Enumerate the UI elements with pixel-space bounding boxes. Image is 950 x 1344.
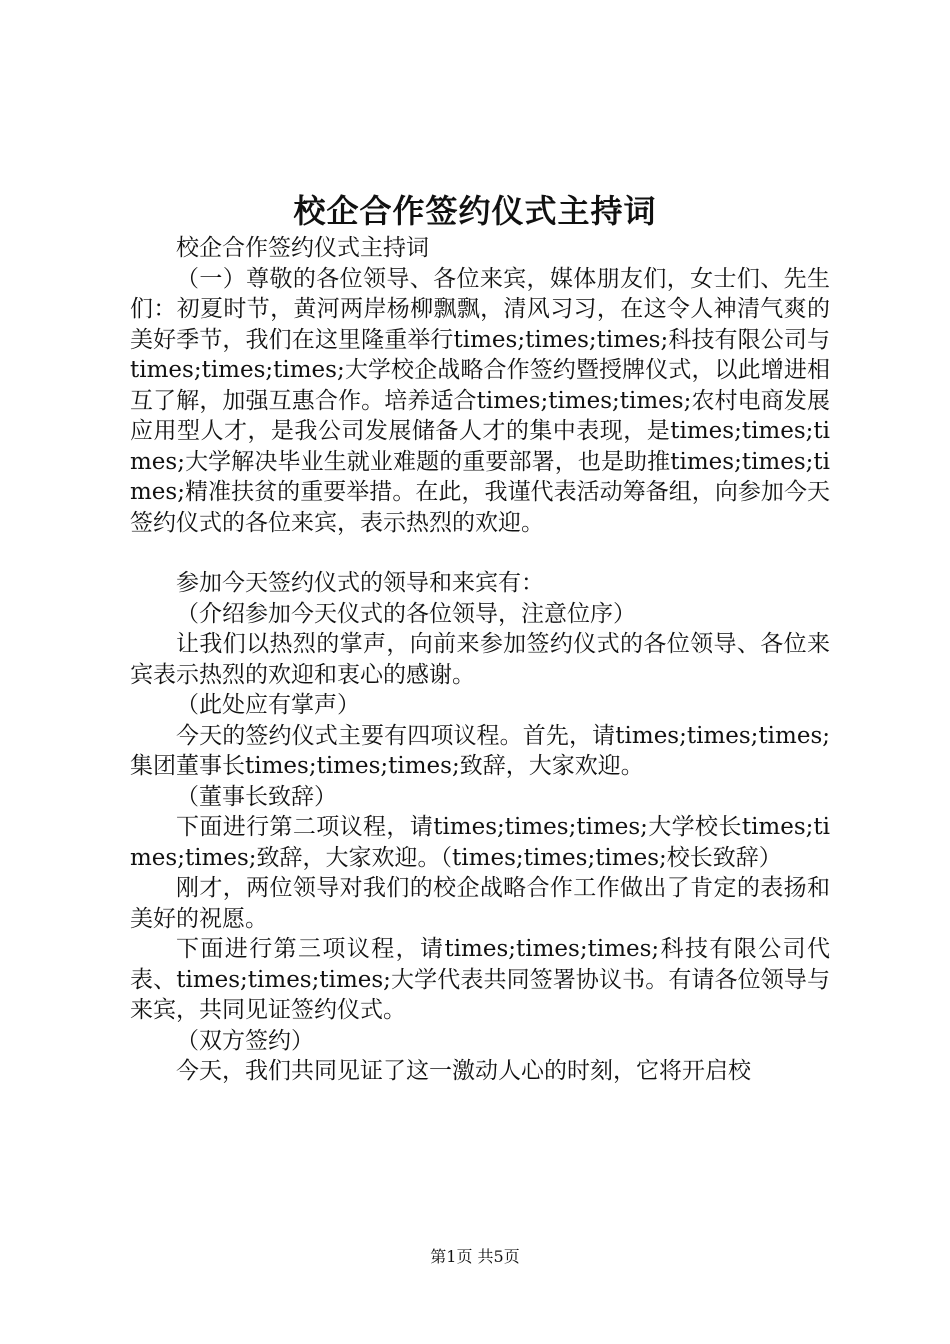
paragraph: 今天，我们共同见证了这一激动人心的时刻，它将开启校: [176, 1058, 751, 1084]
paragraph: （双方签约）: [176, 1027, 314, 1054]
paragraph: 下面进行第三项议程，请times;times;times;科技有限公司代表、times;times;times;大学代表共同签署协议书。有请各位领导与来宾，共同见证签约仪式。: [130, 936, 830, 1023]
page-footer: 第1页 共5页: [430, 1247, 520, 1266]
document-title: 校企合作签约仪式主持词: [293, 192, 657, 230]
paragraph: （董事长致辞）: [176, 783, 337, 810]
paragraph: 参加今天签约仪式的领导和来宾有：: [176, 570, 544, 596]
paragraph: 刚才，两位领导对我们的校企战略合作工作做出了肯定的表扬和美好的祝愿。: [130, 875, 830, 932]
paragraph: 校企合作签约仪式主持词: [176, 235, 429, 261]
paragraph: 今天的签约仪式主要有四项议程。首先，请times;times;times;集团董事长times;times;times;致辞，大家欢迎。: [130, 722, 830, 779]
paragraph: 下面进行第二项议程，请times;times;times;大学校长times;times;times;致辞，大家欢迎。（times;times;times;校长致辞）: [130, 814, 830, 871]
paragraph: （此处应有掌声）: [176, 692, 360, 718]
document-body: [130, 233, 830, 1087]
paragraph: （介绍参加今天仪式的各位领导，注意位序）: [176, 600, 636, 627]
paragraph: 让我们以热烈的掌声，向前来参加签约仪式的各位领导、各位来宾表示热烈的欢迎和衷心的感谢。: [130, 631, 830, 688]
paragraph: （一）尊敬的各位领导、各位来宾，媒体朋友们，女士们、先生们：初夏时节，黄河两岸杨柳飘飘，清风习习，在这令人神清气爽的美好季节，我们在这里隆重举行times;times;times;科技有限公司与times;times;times;大学校企战略合作签约暨授牌仪式，以此增进相互了解，加强互惠合作。培养适合times;times;times;农村电商发展应用型人才，是我公司发展储备人才的集中表现，是times;times;times;大学解决毕业生就业难题的重要部署，也是助推times;times;times;精准扶贫的重要举措。在此，我谨代表活动筹备组，向参加今天签约仪式的各位来宾，表示热烈的欢迎。: [130, 265, 830, 536]
